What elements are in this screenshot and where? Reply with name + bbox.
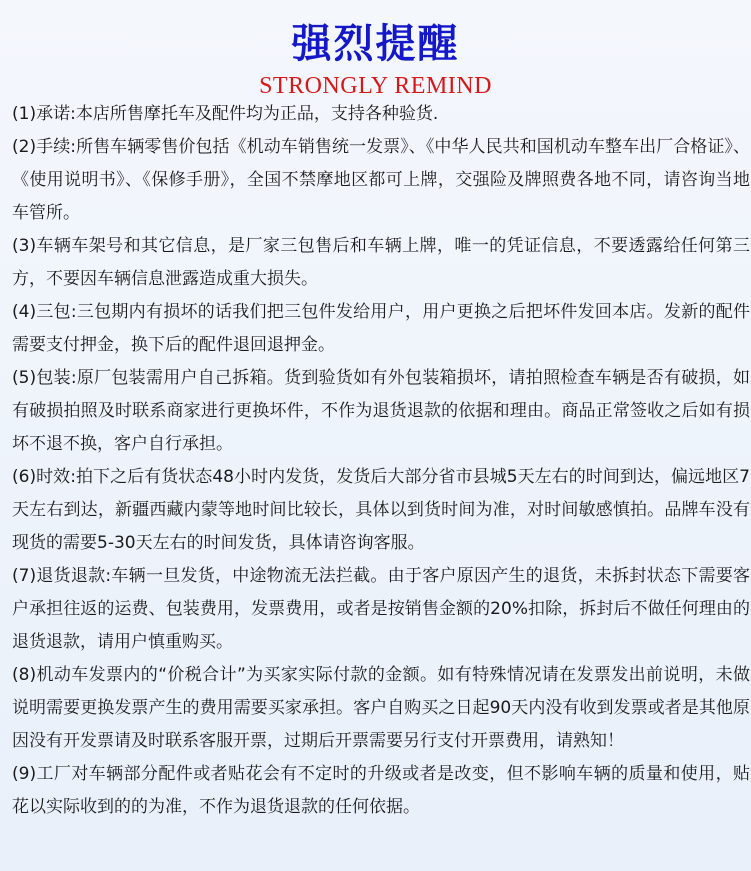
item-number: (9) [12, 764, 37, 784]
notice-item-5 [12, 362, 750, 461]
notice-item-1 [12, 98, 750, 131]
notice-item-8 [12, 659, 750, 758]
item-text: 手续:所售车辆零售价包括《机动车销售统一发票》、《中华人民共和国机动车整车出厂合格证》、《使用说明书》、《保修手册》，全国不禁摩地区都可上牌，交强险及牌照费各地不同，请咨询当地车管所。 [12, 137, 750, 223]
item-number: (5) [12, 368, 37, 388]
item-text: 车辆车架号和其它信息，是厂家三包售后和车辆上牌，唯一的凭证信息，不要透露给任何第三方，不要因车辆信息泄露造成重大损失。 [12, 236, 750, 289]
item-number: (7) [12, 566, 37, 586]
notice-item-3 [12, 230, 750, 296]
page-title: 强烈提醒 [291, 20, 460, 67]
item-text: 承诺:本店所售摩托车及配件均为正品，支持各种验货. [36, 104, 439, 124]
notice-item-9 [12, 758, 750, 824]
notice-item-6 [12, 461, 750, 560]
item-text: 三包:三包期内有损坏的话我们把三包件发给用户，用户更换之后把坏件发回本店。发新的配件需要支付押金，换下后的配件退回退押金。 [12, 302, 750, 355]
item-number: (8) [12, 665, 37, 685]
notice-item-2 [12, 131, 750, 230]
item-text: 时效:拍下之后有货状态48小时内发货，发货后大部分省市县城5天左右的时间到达，偏远地区7天左右到达，新疆西藏内蒙等地时间比较长，具体以到货时间为准，对时间敏感慎拍。品牌车没有现货的需要5-30天左右的时间发货，具体请咨询客服。 [12, 467, 750, 553]
page-subtitle: STRONGLY REMIND [259, 73, 492, 99]
notice-list [12, 98, 750, 824]
notice-item-7 [12, 560, 750, 659]
item-text: 机动车发票内的“价税合计”为买家实际付款的金额。如有特殊情况请在发票发出前说明，未做说明需要更换发票产生的费用需要买家承担。客户自购买之日起90天内没有收到发票或者是其他原因没有开发票请及时联系客服开票，过期后开票需要另行支付开票费用，请熟知！ [12, 665, 750, 751]
item-number: (2) [12, 137, 37, 157]
item-number: (1) [12, 104, 37, 124]
item-number: (3) [12, 236, 37, 256]
item-number: (4) [12, 302, 37, 322]
item-number: (6) [12, 467, 37, 487]
notice-item-4 [12, 296, 750, 362]
item-text: 工厂对车辆部分配件或者贴花会有不定时的升级或者是改变，但不影响车辆的质量和使用，贴花以实际收到的的为准，不作为退货退款的任何依据。 [12, 764, 750, 817]
item-text: 包装:原厂包装需用户自己拆箱。货到验货如有外包装箱损坏，请拍照检查车辆是否有破损，如有破损拍照及时联系商家进行更换坏件，不作为退货退款的依据和理由。商品正常签收之后如有损坏不退不换，客户自行承担。 [12, 368, 750, 454]
item-text: 退货退款:车辆一旦发货，中途物流无法拦截。由于客户原因产生的退货，未拆封状态下需要客户承担往返的运费、包装费用，发票费用，或者是按销售金额的20%扣除，拆封后不做任何理由的退货退款，请用户慎重购买。 [12, 566, 750, 652]
